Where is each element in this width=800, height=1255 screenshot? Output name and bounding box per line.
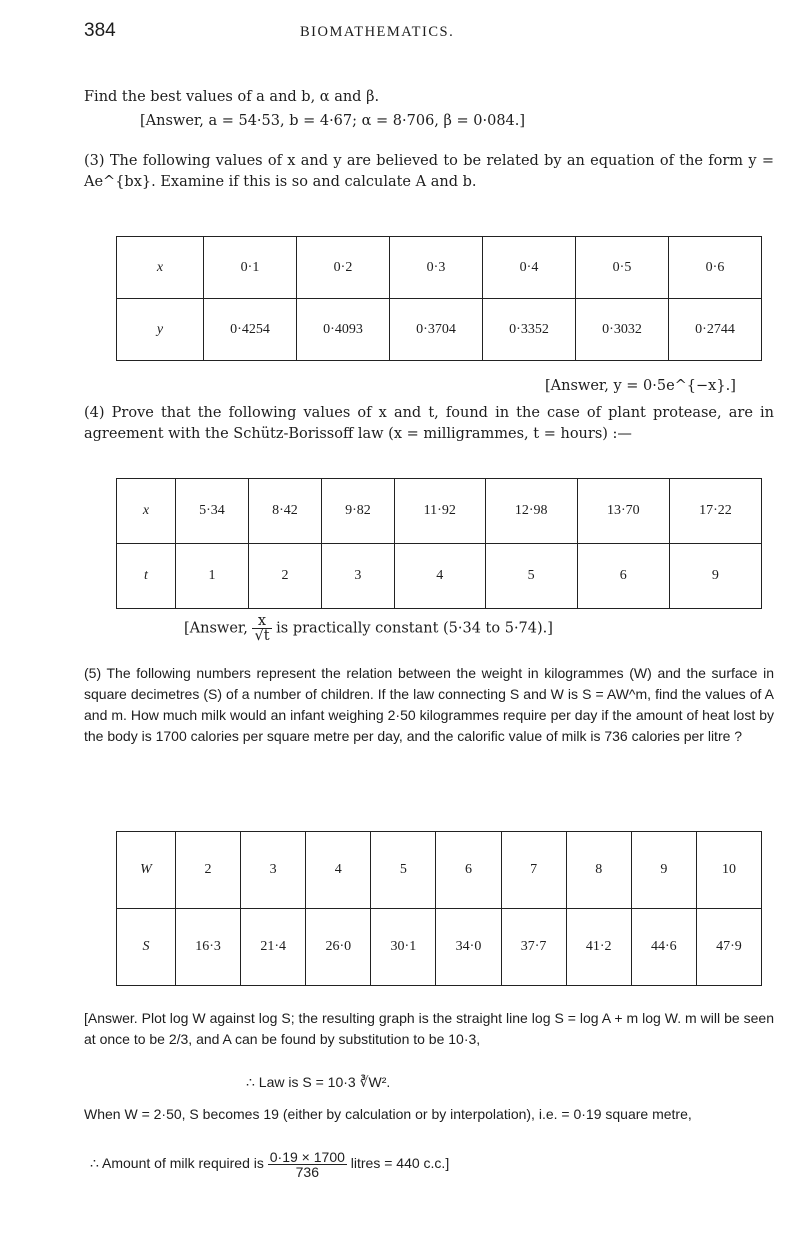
table-cell: 9·82 (321, 479, 394, 544)
q4-fraction-numerator: x (252, 614, 271, 629)
table-cell: 12·98 (485, 479, 577, 544)
table-cell: 0·6 (669, 237, 762, 299)
table-cell: 21·4 (241, 909, 306, 986)
table-cell: 47·9 (696, 909, 761, 986)
table-cell: 7 (501, 832, 566, 909)
table-cell: 11·92 (394, 479, 485, 544)
table-cell: 3 (241, 832, 306, 909)
table-row (117, 544, 762, 609)
q4-text: (4) Prove that the following values of x and t, found in the case of plant protease, are in agreement with the Schütz-Borissoff law (x = milligrammes, t = hours) :— (84, 405, 774, 442)
table-cell: 0·3 (390, 237, 483, 299)
table-cell: 2 (248, 544, 321, 609)
table-row-label: W (117, 832, 176, 909)
table-cell: 1 (176, 544, 249, 609)
table-cell: 8·42 (248, 479, 321, 544)
table-cell: 41·2 (566, 909, 631, 986)
table-cell: 17·22 (669, 479, 761, 544)
q5-table (116, 831, 762, 986)
table-row (117, 479, 762, 544)
table-cell: 2 (176, 832, 241, 909)
table-row-label: t (117, 544, 176, 609)
table-cell: 5 (371, 832, 436, 909)
table-cell: 4 (306, 832, 371, 909)
table-cell: 16·3 (176, 909, 241, 986)
table-cell: 5·34 (176, 479, 249, 544)
q5-law-line: ∴ Law is S = 10·3 ∛W². (246, 1074, 391, 1090)
q4-answer (184, 614, 553, 643)
table-row-label: S (117, 909, 176, 986)
table-cell: 0·3352 (483, 299, 576, 361)
table-cell: 6 (577, 544, 669, 609)
q5-amount-suffix: litres = 440 c.c.] (350, 1155, 450, 1172)
q3-answer: [Answer, y = 0·5e^{−x}.] (545, 378, 736, 394)
table-cell: 44·6 (631, 909, 696, 986)
table-cell: 13·70 (577, 479, 669, 544)
q3-table (116, 236, 762, 361)
q5-amount-prefix: ∴ Amount of milk required is (90, 1155, 264, 1172)
table-cell: 0·2744 (669, 299, 762, 361)
table-cell: 8 (566, 832, 631, 909)
table-row-label: x (117, 237, 204, 299)
table-cell: 34·0 (436, 909, 501, 986)
table-cell: 0·4093 (297, 299, 390, 361)
table-row-label: y (117, 299, 204, 361)
table-row-label: x (117, 479, 176, 544)
q5-amount-fraction (268, 1150, 347, 1179)
q2-text: Find the best values of a and b, α and β. (84, 89, 380, 105)
page-number: 384 (84, 20, 116, 41)
table-row (117, 832, 762, 909)
table-cell: 0·5 (576, 237, 669, 299)
q4-answer-prefix: [Answer, (184, 620, 248, 637)
q4-table (116, 478, 762, 609)
q5-text: (5) The following numbers represent the relation between the weight in kilogrammes (W) and the surface in square decimetres (S) of a number of children. If the law connecting S and W is S = AW^m, find the values of A and m. How much milk would an infant weighing 2·50 kilogrammes require per day if the amount of heat lost by the body is 1700 calories per square metre per day, and the calorific value of milk is 736 calories per litre ? (84, 665, 774, 744)
q5-amount-denominator: 736 (295, 1164, 319, 1180)
q5-amount-line (90, 1150, 449, 1179)
q5-amount-numerator: 0·19 × 1700 (269, 1149, 345, 1165)
table-cell: 0·2 (297, 237, 390, 299)
table-cell: 30·1 (371, 909, 436, 986)
q5-answer-part1: [Answer. Plot log W against log S; the resulting graph is the straight line log S = log A + m log W. m will be seen at once to be 2/3, and A can be found by substitution to be 10·3, (84, 1010, 774, 1047)
table-cell: 0·4 (483, 237, 576, 299)
table-row (117, 237, 762, 299)
running-title: BIOMATHEMATICS. (300, 24, 455, 40)
table-cell: 10 (696, 832, 761, 909)
table-cell: 5 (485, 544, 577, 609)
table-row (117, 909, 762, 986)
q5-answer-part2: When W = 2·50, S becomes 19 (either by calculation or by interpolation), i.e. = 0·19 square metre, (84, 1106, 692, 1122)
table-row (117, 299, 762, 361)
table-cell: 9 (669, 544, 761, 609)
q4-answer-fraction (252, 614, 271, 643)
table-cell: 37·7 (501, 909, 566, 986)
table-cell: 0·3032 (576, 299, 669, 361)
table-cell: 3 (321, 544, 394, 609)
table-cell: 6 (436, 832, 501, 909)
table-cell: 0·1 (204, 237, 297, 299)
table-cell: 9 (631, 832, 696, 909)
q4-answer-suffix: is practically constant (5·34 to 5·74).] (276, 620, 553, 637)
table-cell: 0·3704 (390, 299, 483, 361)
table-cell: 4 (394, 544, 485, 609)
q2-answer: [Answer, a = 54·53, b = 4·67; α = 8·706, β = 0·084.] (140, 113, 526, 129)
q4-fraction-denominator: √t (254, 628, 270, 644)
q3-text: (3) The following values of x and y are believed to be related by an equation of the form y = Ae^{bx}. Examine if this is so and calculate A and b. (84, 153, 774, 190)
table-cell: 26·0 (306, 909, 371, 986)
table-cell: 0·4254 (204, 299, 297, 361)
